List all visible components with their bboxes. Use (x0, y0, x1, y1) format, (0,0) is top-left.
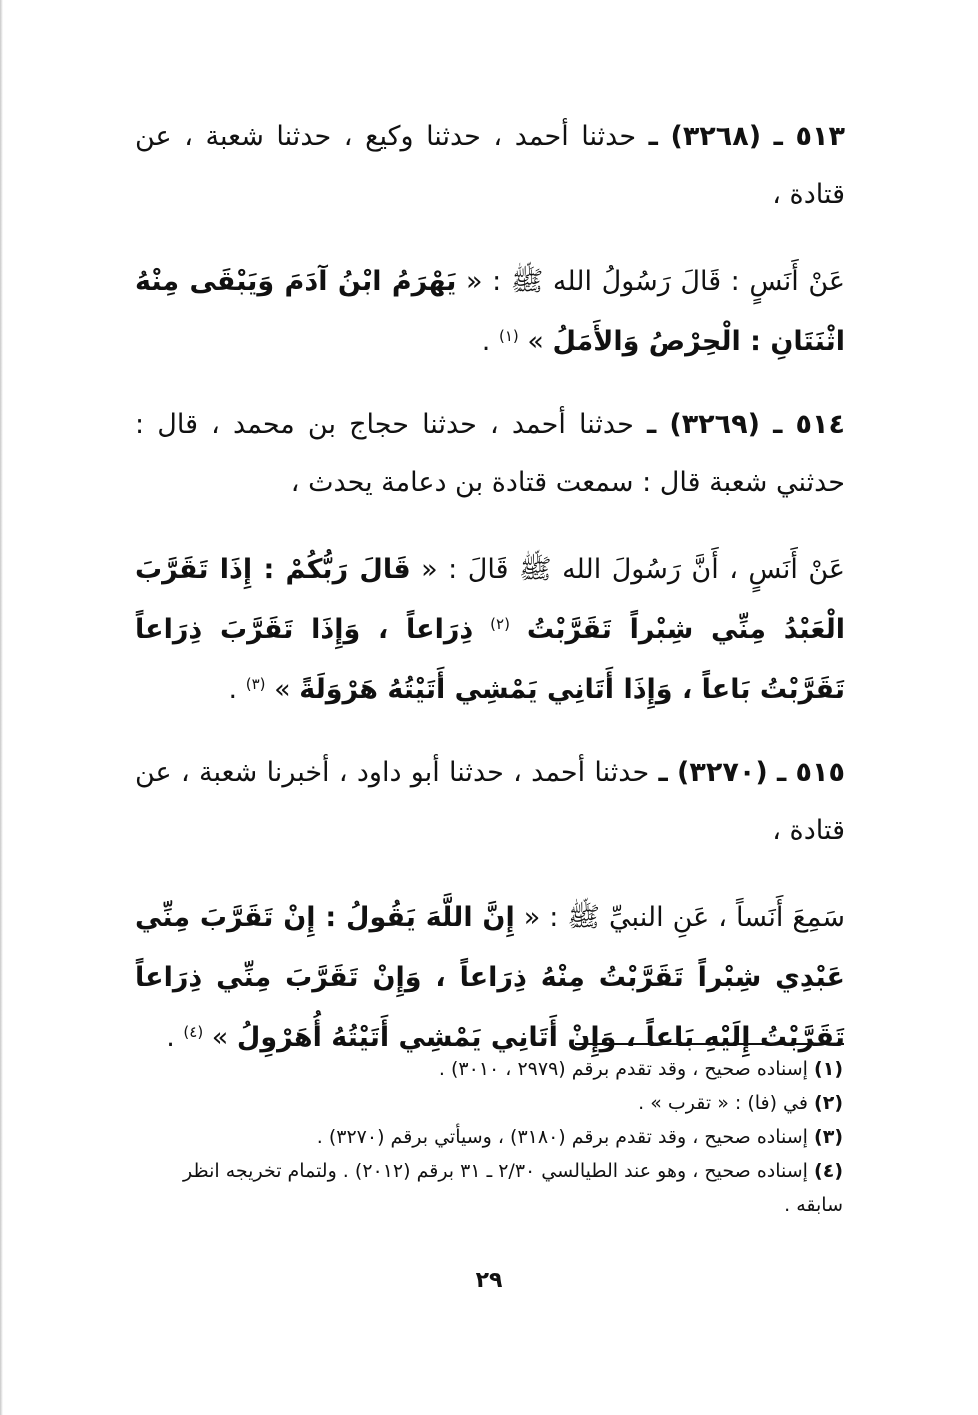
isnad-text: حدثنا أحمد ، حدثنا وكيع ، حدثنا شعبة ، عن قتادة ، (135, 121, 845, 210)
footnote-number: (٢) (814, 1092, 843, 1114)
matn-intro: عَنْ أَنَسٍ : قَالَ رَسُولُ الله ﷺ : « (466, 266, 845, 297)
page-number: ٢٩ (475, 1268, 503, 1293)
reference-number: (٣٢٦٨) (670, 121, 762, 152)
dash: ـ (773, 409, 783, 440)
footnote-text: إسناده صحيح ، وهو عند الطيالسي ٢/٣٠ ـ ٣١ برقم (٢٠١٢) . ولتمام تخريجه انظر سابقه . (183, 1160, 843, 1216)
footnotes (135, 1052, 843, 1222)
footnote-number: (٣) (814, 1126, 843, 1148)
hadith-513-matn (135, 252, 845, 372)
full-stop: . (228, 674, 238, 705)
dash: ـ (776, 757, 787, 788)
isnad-text: حدثنا أحمد ، حدثنا أبو داود ، أخبرنا شعبة ، عن قتادة ، (135, 757, 845, 846)
dash: ـ (648, 121, 658, 152)
matn-close-quote: » (527, 326, 544, 357)
hadith-515-isnad (135, 744, 845, 860)
footnote-ref-3: (٣) (245, 675, 266, 693)
footnote-3 (135, 1120, 843, 1154)
footnote-1 (135, 1052, 843, 1086)
hadith-514-matn (135, 540, 845, 720)
matn-text: يَهْرَمُ ابْنُ آدَمَ وَيَبْقَى مِنْهُ اثْنَتَانِ : الْحِرْصُ وَالأَمَلُ (135, 266, 845, 357)
main-text (135, 108, 845, 1068)
footnote-number: (٤) (814, 1160, 843, 1182)
hadith-number: ٥١٤ (795, 409, 845, 440)
footnote-text: إسناده صحيح ، وقد تقدم برقم (٣١٨٠) ، وسيأتي برقم (٣٢٧٠) . (316, 1126, 808, 1148)
footnote-4 (135, 1154, 843, 1222)
matn-close-quote: » (211, 1022, 229, 1053)
hadith-number: ٥١٥ (795, 757, 845, 788)
binding-edge (0, 0, 3, 1415)
isnad-text: حدثنا أحمد ، حدثنا حجاج بن محمد ، قال : حدثني شعبة قال : سمعت قتادة بن دعامة يحدث ، (135, 409, 845, 498)
matn-text: إِنَّ اللَّهَ يَقُولُ : إِنْ تَقَرَّبَ مِنِّي عَبْدِي شِبْراً تَقَرَّبْتُ مِنْهُ ذِرَاعاً ، وَإِنْ تَقَرَّبَ مِنِّي ذِرَاعاً تَقَرَّبْتُ إِلَيْهِ بَاعاً ، وَإِنْ أَتَانِي يَمْشِي أَتَيْتُهُ أُهَرْوِلُ (135, 902, 845, 1053)
hadith-513-isnad (135, 108, 845, 224)
hadith-number: ٥١٣ (795, 121, 845, 152)
dash: ـ (773, 121, 783, 152)
hadith-514-isnad (135, 396, 845, 512)
dash: ـ (646, 409, 657, 440)
full-stop: . (166, 1022, 175, 1053)
footnote-separator (575, 1043, 844, 1045)
footnote-2 (135, 1086, 843, 1120)
hadith-515-matn (135, 888, 845, 1068)
reference-number: (٣٢٧٠) (677, 757, 768, 788)
footnote-number: (١) (814, 1058, 843, 1080)
matn-intro: عَنْ أَنَسٍ ، أَنَّ رَسُولَ الله ﷺ قَالَ : « (421, 554, 845, 585)
footnote-ref-2: (٢) (490, 615, 510, 633)
footnote-text: إسناده صحيح ، وقد تقدم برقم (٢٩٧٩ ، ٣٠١٠) . (438, 1058, 808, 1080)
matn-text-part-a: قَالَ رَبُّكُمْ : إِذَا تَقَرَّبَ الْعَبْدُ مِنِّي شِبْراً تَقَرَّبْتُ (135, 554, 845, 645)
dash: ـ (658, 757, 668, 788)
matn-text-part-b: ذِرَاعاً ، وَإِذَا تَقَرَّبَ ذِرَاعاً تَقَرَّبْتُ بَاعاً ، وَإِذَا أَتَانِي يَمْشِي أَتَيْتُهُ هَرْوَلَةً (135, 614, 845, 705)
full-stop: . (481, 326, 491, 357)
matn-intro: سَمِعَ أَنَساً ، عَنِ النبيِّ ﷺ : « (523, 902, 845, 933)
matn-close-quote: » (274, 674, 291, 705)
footnote-text: في (فا) : « تقرب » . (638, 1092, 808, 1114)
reference-number: (٣٢٦٩) (669, 409, 760, 440)
footnote-ref-4: (٤) (183, 1023, 204, 1041)
footnote-ref-1: (١) (498, 327, 519, 345)
